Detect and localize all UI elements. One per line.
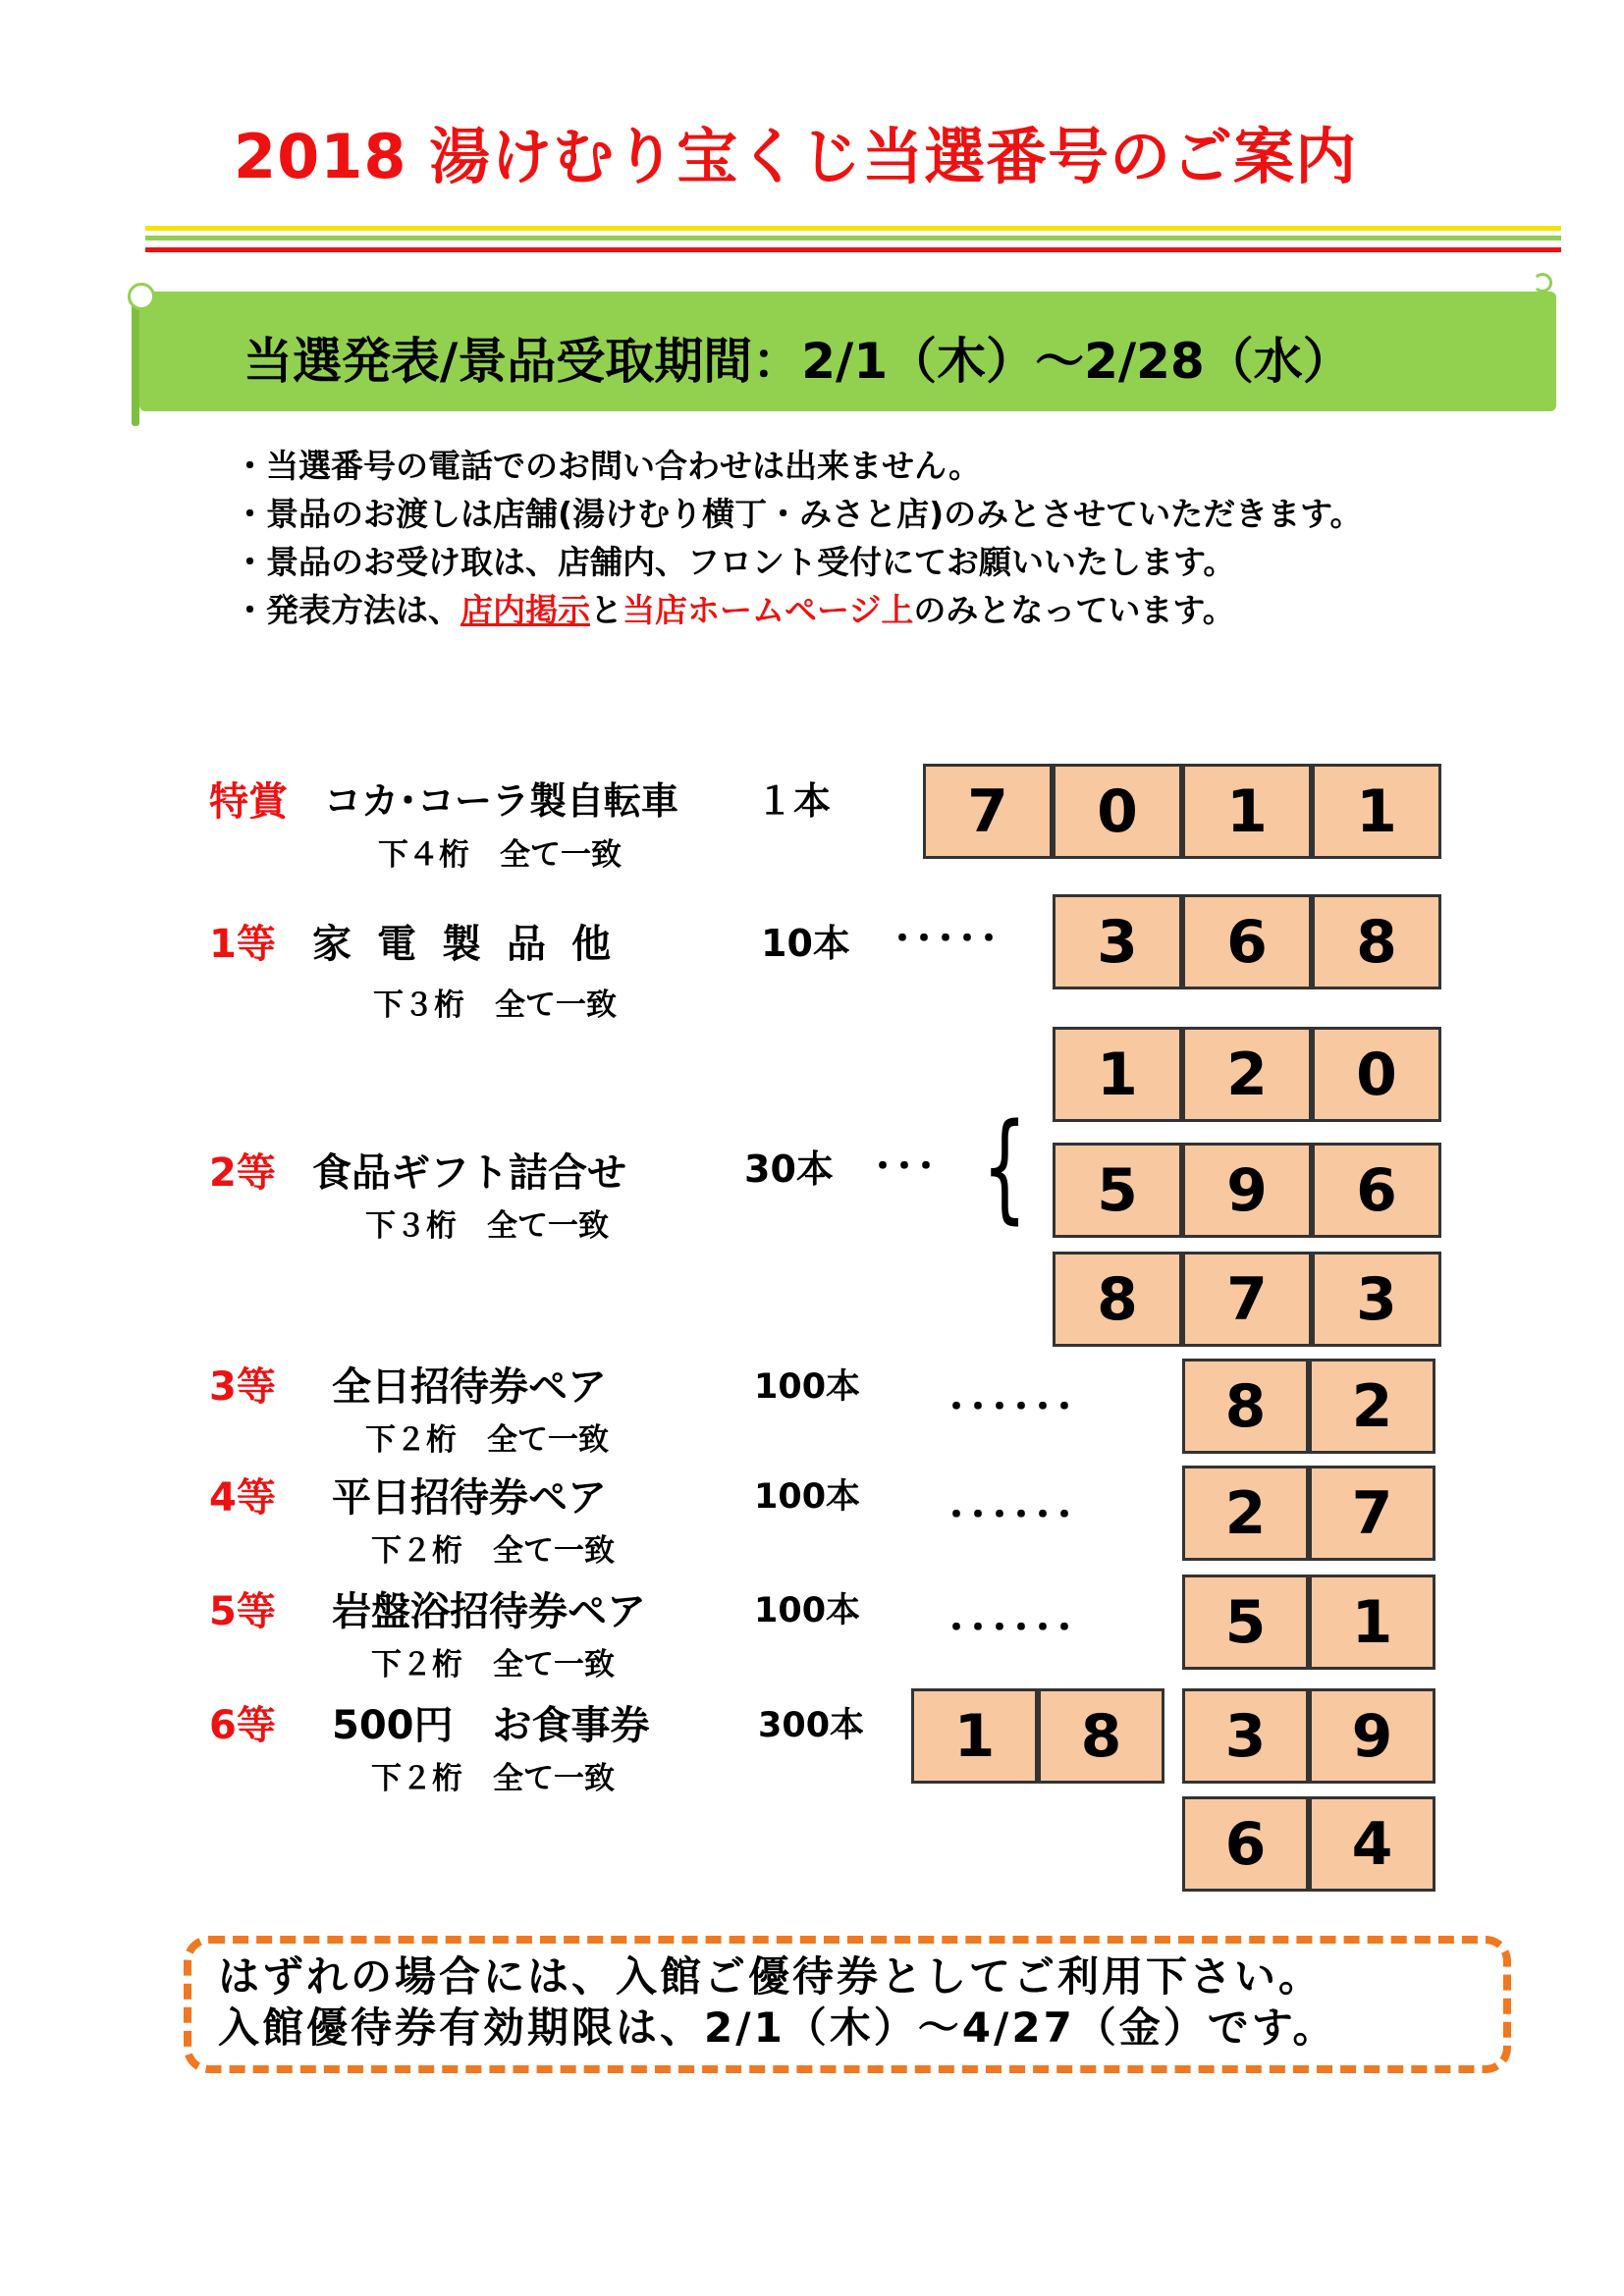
- prize-rank: 5等: [209, 1589, 276, 1634]
- number-cell: 1: [911, 1688, 1038, 1784]
- number-cell: 1: [1053, 1027, 1182, 1122]
- prize-count: 30本: [744, 1148, 834, 1191]
- notice-line: はずれの場合には、入館ご優待券としてご利用下さい。: [218, 1952, 1324, 2001]
- number-cell: 8: [1053, 1252, 1182, 1347]
- prize-rank: 2等: [209, 1150, 276, 1196]
- leader-dots: ･･･: [874, 1147, 939, 1187]
- number-cell: 3: [1053, 894, 1182, 989]
- prize-condition: 下２桁 全て一致: [371, 1761, 615, 1796]
- notice-text: [218, 1951, 1336, 2054]
- prize-count: 100本: [754, 1477, 861, 1517]
- number-cell: 2: [1182, 1027, 1312, 1122]
- prize-condition: 下２桁 全て一致: [365, 1422, 609, 1458]
- prize-name: 500円 お食事券: [332, 1703, 650, 1748]
- number-cell: 9: [1309, 1688, 1435, 1784]
- notice-line: 入館優待券有効期限は、2/1（木）～4/27（金）です。: [218, 2003, 1337, 2052]
- title-divider-green: [145, 236, 1561, 240]
- number-cell: 1: [1312, 764, 1441, 859]
- page-title: 2018 湯けむり宝くじ当選番号のご案内: [234, 121, 1358, 192]
- brace-icon: {: [982, 1099, 1028, 1236]
- prize-count: 100本: [754, 1367, 861, 1407]
- prize-rank: 6等: [209, 1703, 276, 1748]
- note-item: ・景品のお渡しは店舗(湯けむり横丁・みさと店)のみとさせていただきます。: [234, 495, 1363, 533]
- prize-count: １本: [756, 779, 832, 823]
- prize-condition: 下３桁 全て一致: [373, 988, 617, 1023]
- note-item: [234, 586, 1363, 634]
- prize-rank: 1等: [209, 922, 276, 967]
- prize-count: 300本: [758, 1706, 865, 1745]
- prize-name: コカ･コーラ製自転車: [324, 779, 679, 823]
- number-cell: 7: [1309, 1466, 1435, 1561]
- prize-condition: 下２桁 全て一致: [371, 1533, 615, 1569]
- number-cell: 4: [1309, 1796, 1435, 1892]
- note-item: ・当選番号の電話でのお問い合わせは出来ません。: [234, 447, 981, 485]
- prize-name: 平日招待券ペア: [332, 1475, 607, 1521]
- note-text: と: [590, 591, 623, 629]
- leader-dots: ･･････: [947, 1608, 1077, 1648]
- leader-dots: ･････: [893, 919, 1001, 959]
- number-cell: 2: [1182, 1466, 1309, 1561]
- prize-condition: 下４桁 全て一致: [378, 837, 622, 873]
- number-cell: 3: [1312, 1252, 1441, 1347]
- prize-condition: 下３桁 全て一致: [365, 1208, 609, 1244]
- prize-count: 100本: [754, 1591, 861, 1630]
- number-cell: 8: [1038, 1688, 1164, 1784]
- notes-list: [234, 442, 1363, 634]
- number-cell: 5: [1053, 1143, 1182, 1238]
- prize-rank: 特賞: [209, 779, 288, 825]
- leader-dots: ･･････: [947, 1495, 1077, 1535]
- number-cell: 1: [1182, 764, 1312, 859]
- number-cell: 6: [1312, 1143, 1441, 1238]
- number-cell: 8: [1182, 1359, 1309, 1454]
- title-divider-yellow: [145, 226, 1561, 231]
- number-cell: 7: [923, 764, 1053, 859]
- prize-rank: 4等: [209, 1475, 276, 1521]
- number-cell: 8: [1312, 894, 1441, 989]
- number-cell: 9: [1182, 1143, 1312, 1238]
- banner-curl-right-icon: [1533, 273, 1552, 293]
- number-cell: 2: [1309, 1359, 1435, 1454]
- prize-rank: 3等: [209, 1364, 276, 1410]
- prize-name: 全日招待券ペア: [332, 1364, 607, 1410]
- prize-name: 家電製品他: [312, 922, 636, 967]
- prize-name: 食品ギフト詰合せ: [312, 1150, 626, 1196]
- note-item: ・景品のお受け取は、店舗内、フロント受付にてお願いいたします。: [234, 543, 1236, 581]
- number-cell: 1: [1309, 1575, 1435, 1670]
- prize-condition: 下２桁 全て一致: [371, 1647, 615, 1682]
- number-cell: 3: [1182, 1688, 1309, 1784]
- number-cell: 6: [1182, 894, 1312, 989]
- number-cell: 0: [1312, 1027, 1441, 1122]
- number-cell: 6: [1182, 1796, 1309, 1892]
- prize-name: 岩盤浴招待券ペア: [332, 1589, 646, 1634]
- note-text: のみとなっています。: [913, 591, 1235, 629]
- note-highlight: 当店ホームページ上: [623, 591, 914, 629]
- banner-curl-icon: [128, 283, 155, 310]
- banner-scroll-edge: [132, 300, 139, 426]
- number-cell: 5: [1182, 1575, 1309, 1670]
- period-banner-text: 当選発表/景品受取期間：2/1（木）～2/28（水）: [244, 333, 1352, 390]
- prize-count: 10本: [761, 922, 850, 965]
- leader-dots: ･･････: [947, 1387, 1077, 1427]
- note-highlight: 店内掲示: [460, 591, 590, 629]
- note-text: ・発表方法は、: [234, 591, 460, 629]
- number-cell: 7: [1182, 1252, 1312, 1347]
- number-cell: 0: [1053, 764, 1182, 859]
- title-divider-red: [145, 247, 1561, 252]
